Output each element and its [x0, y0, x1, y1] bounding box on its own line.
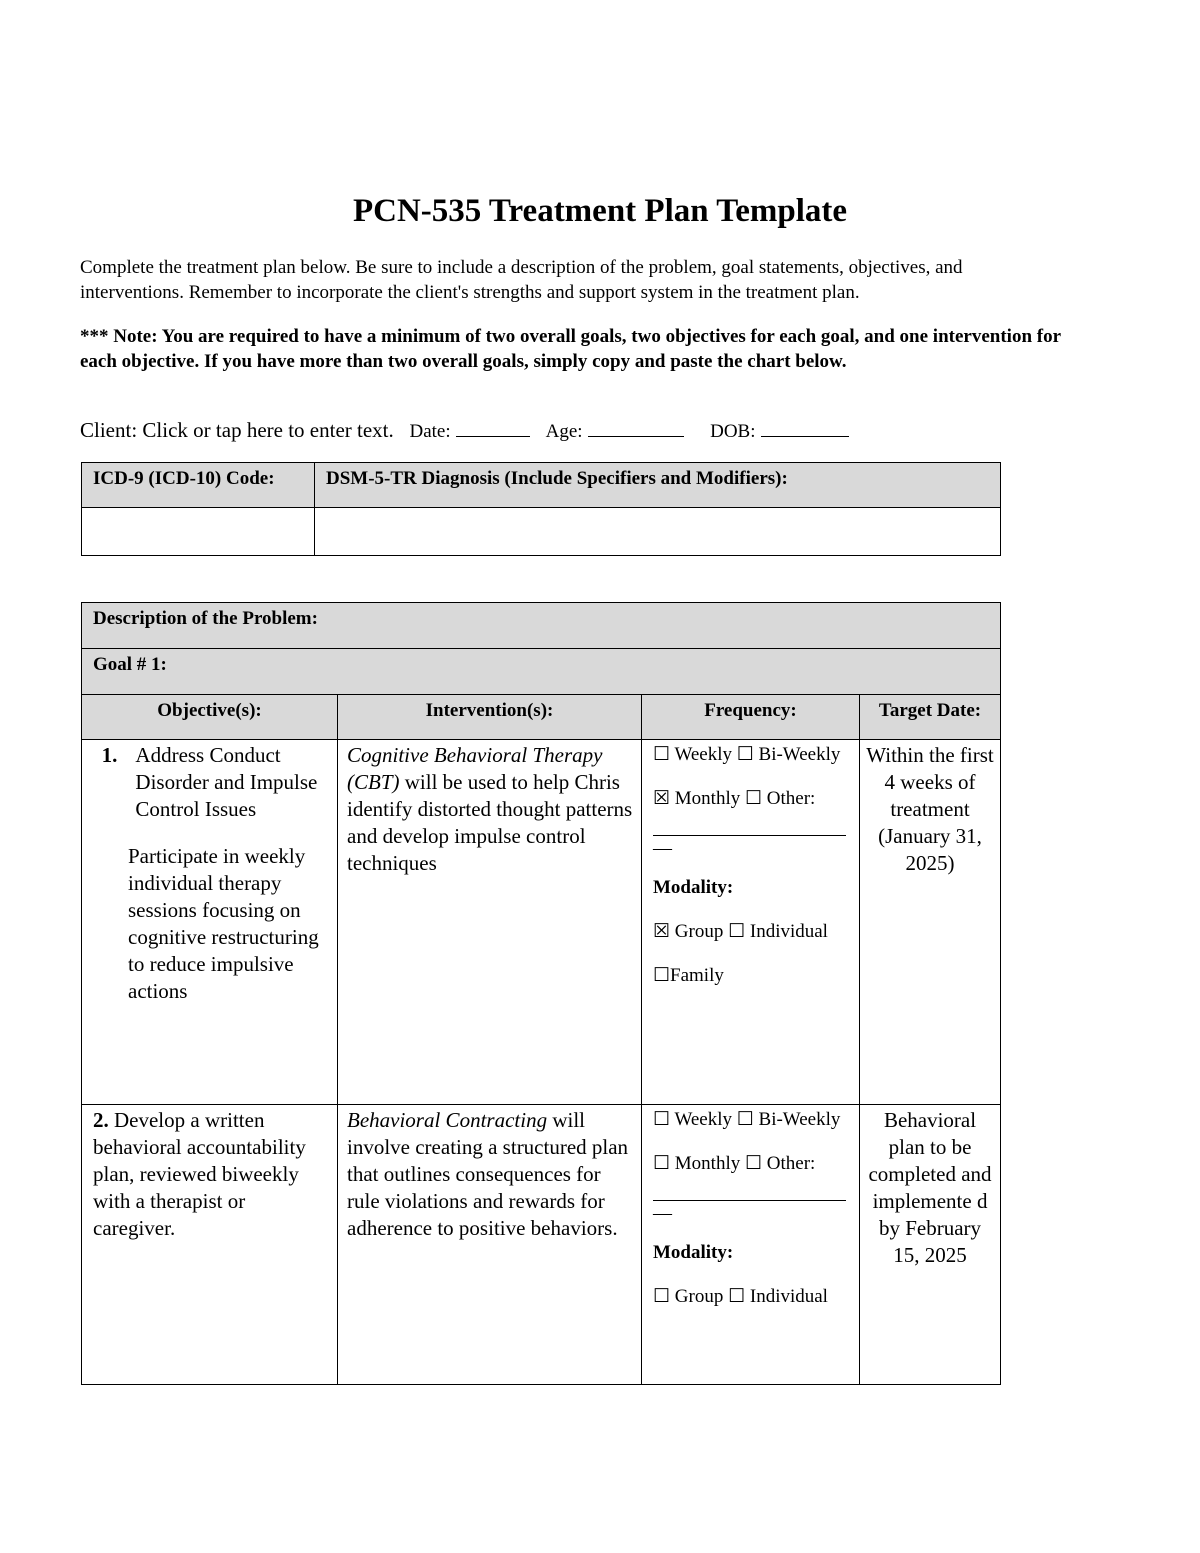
diagnosis-table [81, 462, 1001, 556]
intervention-text: will be used to help Chris identify distorted thought patterns and develop impulse control techniques [347, 770, 633, 875]
dob-label: DOB: [710, 421, 756, 442]
requirements-note: *** Note: You are required to have a minimum of two overall goals, two objectives for each goal, and one intervention for each objective. If you have more than two overall goals, simply copy and paste the chart below. [80, 326, 1061, 372]
intervention-cell[interactable] [338, 740, 642, 1105]
table-row [82, 740, 1001, 1105]
goal-label: Goal # 1: [82, 649, 1001, 695]
page-title: PCN-535 Treatment Plan Template [352, 193, 848, 229]
dsm-diagnosis-header: DSM-5-TR Diagnosis (Include Specifiers and Modifiers): [315, 463, 1001, 508]
client-info-line [80, 418, 1070, 443]
objective-cell[interactable] [82, 740, 338, 1105]
objective-title: Develop a written behavioral accountability plan, reviewed biweekly with a therapist or caregiver. [93, 1108, 306, 1240]
modality-options[interactable]: ☐ Group ☐ Individual [653, 1286, 828, 1307]
client-label: Client: [80, 418, 138, 442]
date-label: Date: [409, 421, 451, 442]
client-name-field[interactable]: Click or tap here to enter text. [142, 418, 394, 442]
date-field[interactable] [456, 418, 530, 437]
intervention-text: will involve creating a structured plan that outlines consequences for rule violations and rewards for adherence to positive behaviors. [347, 1108, 629, 1240]
other-frequency-line[interactable] [653, 1180, 846, 1201]
dash-mark: — [653, 1203, 672, 1224]
treatment-plan-table [81, 602, 1001, 1385]
intervention-cell[interactable] [338, 1105, 642, 1385]
objective-number: 2. [93, 1108, 109, 1132]
intervention-name: Cognitive Behavioral Therapy (CBT) [347, 743, 603, 794]
interventions-header: Intervention(s): [338, 695, 642, 740]
table-row [82, 1105, 1001, 1385]
objective-cell[interactable] [82, 1105, 338, 1385]
frequency-options-weekly[interactable]: ☐ Weekly ☐ Bi-Weekly [653, 1109, 841, 1130]
target-date-cell[interactable]: Within the first 4 weeks of treatment (January 31, 2025) [860, 740, 1001, 1105]
frequency-header: Frequency: [642, 695, 860, 740]
modality-family-option[interactable]: ☐Family [653, 965, 724, 986]
icd-code-cell[interactable] [82, 508, 315, 556]
target-date-cell[interactable]: Behavioral plan to be completed and implemente d by February 15, 2025 [860, 1105, 1001, 1385]
frequency-options-weekly[interactable]: ☐ Weekly ☐ Bi-Weekly [653, 744, 841, 765]
objective-title: Address Conduct Disorder and Impulse Control Issues [135, 743, 318, 821]
target-date-header: Target Date: [860, 695, 1001, 740]
age-field[interactable] [588, 418, 684, 437]
modality-options[interactable]: ☒ Group ☐ Individual [653, 921, 828, 942]
frequency-options-monthly[interactable]: ☒ Monthly ☐ Other: [653, 788, 816, 809]
objectives-header: Objective(s): [82, 695, 338, 740]
age-label: Age: [545, 421, 583, 442]
objective-detail: Participate in weekly individual therapy sessions focusing on cognitive restructuring to reduce impulsive actions [128, 844, 319, 1003]
frequency-options-monthly[interactable]: ☐ Monthly ☐ Other: [653, 1153, 816, 1174]
intervention-name: Behavioral Contracting [347, 1108, 548, 1132]
instructions-paragraph: Complete the treatment plan below. Be sure to include a description of the problem, goal statements, objectives, and interventions. Remember to incorporate the client's strengths and support system in the treatment plan. [80, 257, 963, 303]
frequency-cell[interactable] [642, 740, 860, 1105]
dob-field[interactable] [761, 418, 849, 437]
dsm-diagnosis-cell[interactable] [315, 508, 1001, 556]
frequency-cell[interactable] [642, 1105, 860, 1385]
objective-number: 1. [101, 743, 118, 767]
other-frequency-line[interactable] [653, 815, 846, 836]
problem-description-label: Description of the Problem: [82, 603, 1001, 649]
modality-label: Modality: [653, 877, 734, 898]
modality-label: Modality: [653, 1242, 734, 1263]
dash-mark: — [653, 838, 672, 859]
icd-code-header: ICD-9 (ICD-10) Code: [82, 463, 315, 508]
